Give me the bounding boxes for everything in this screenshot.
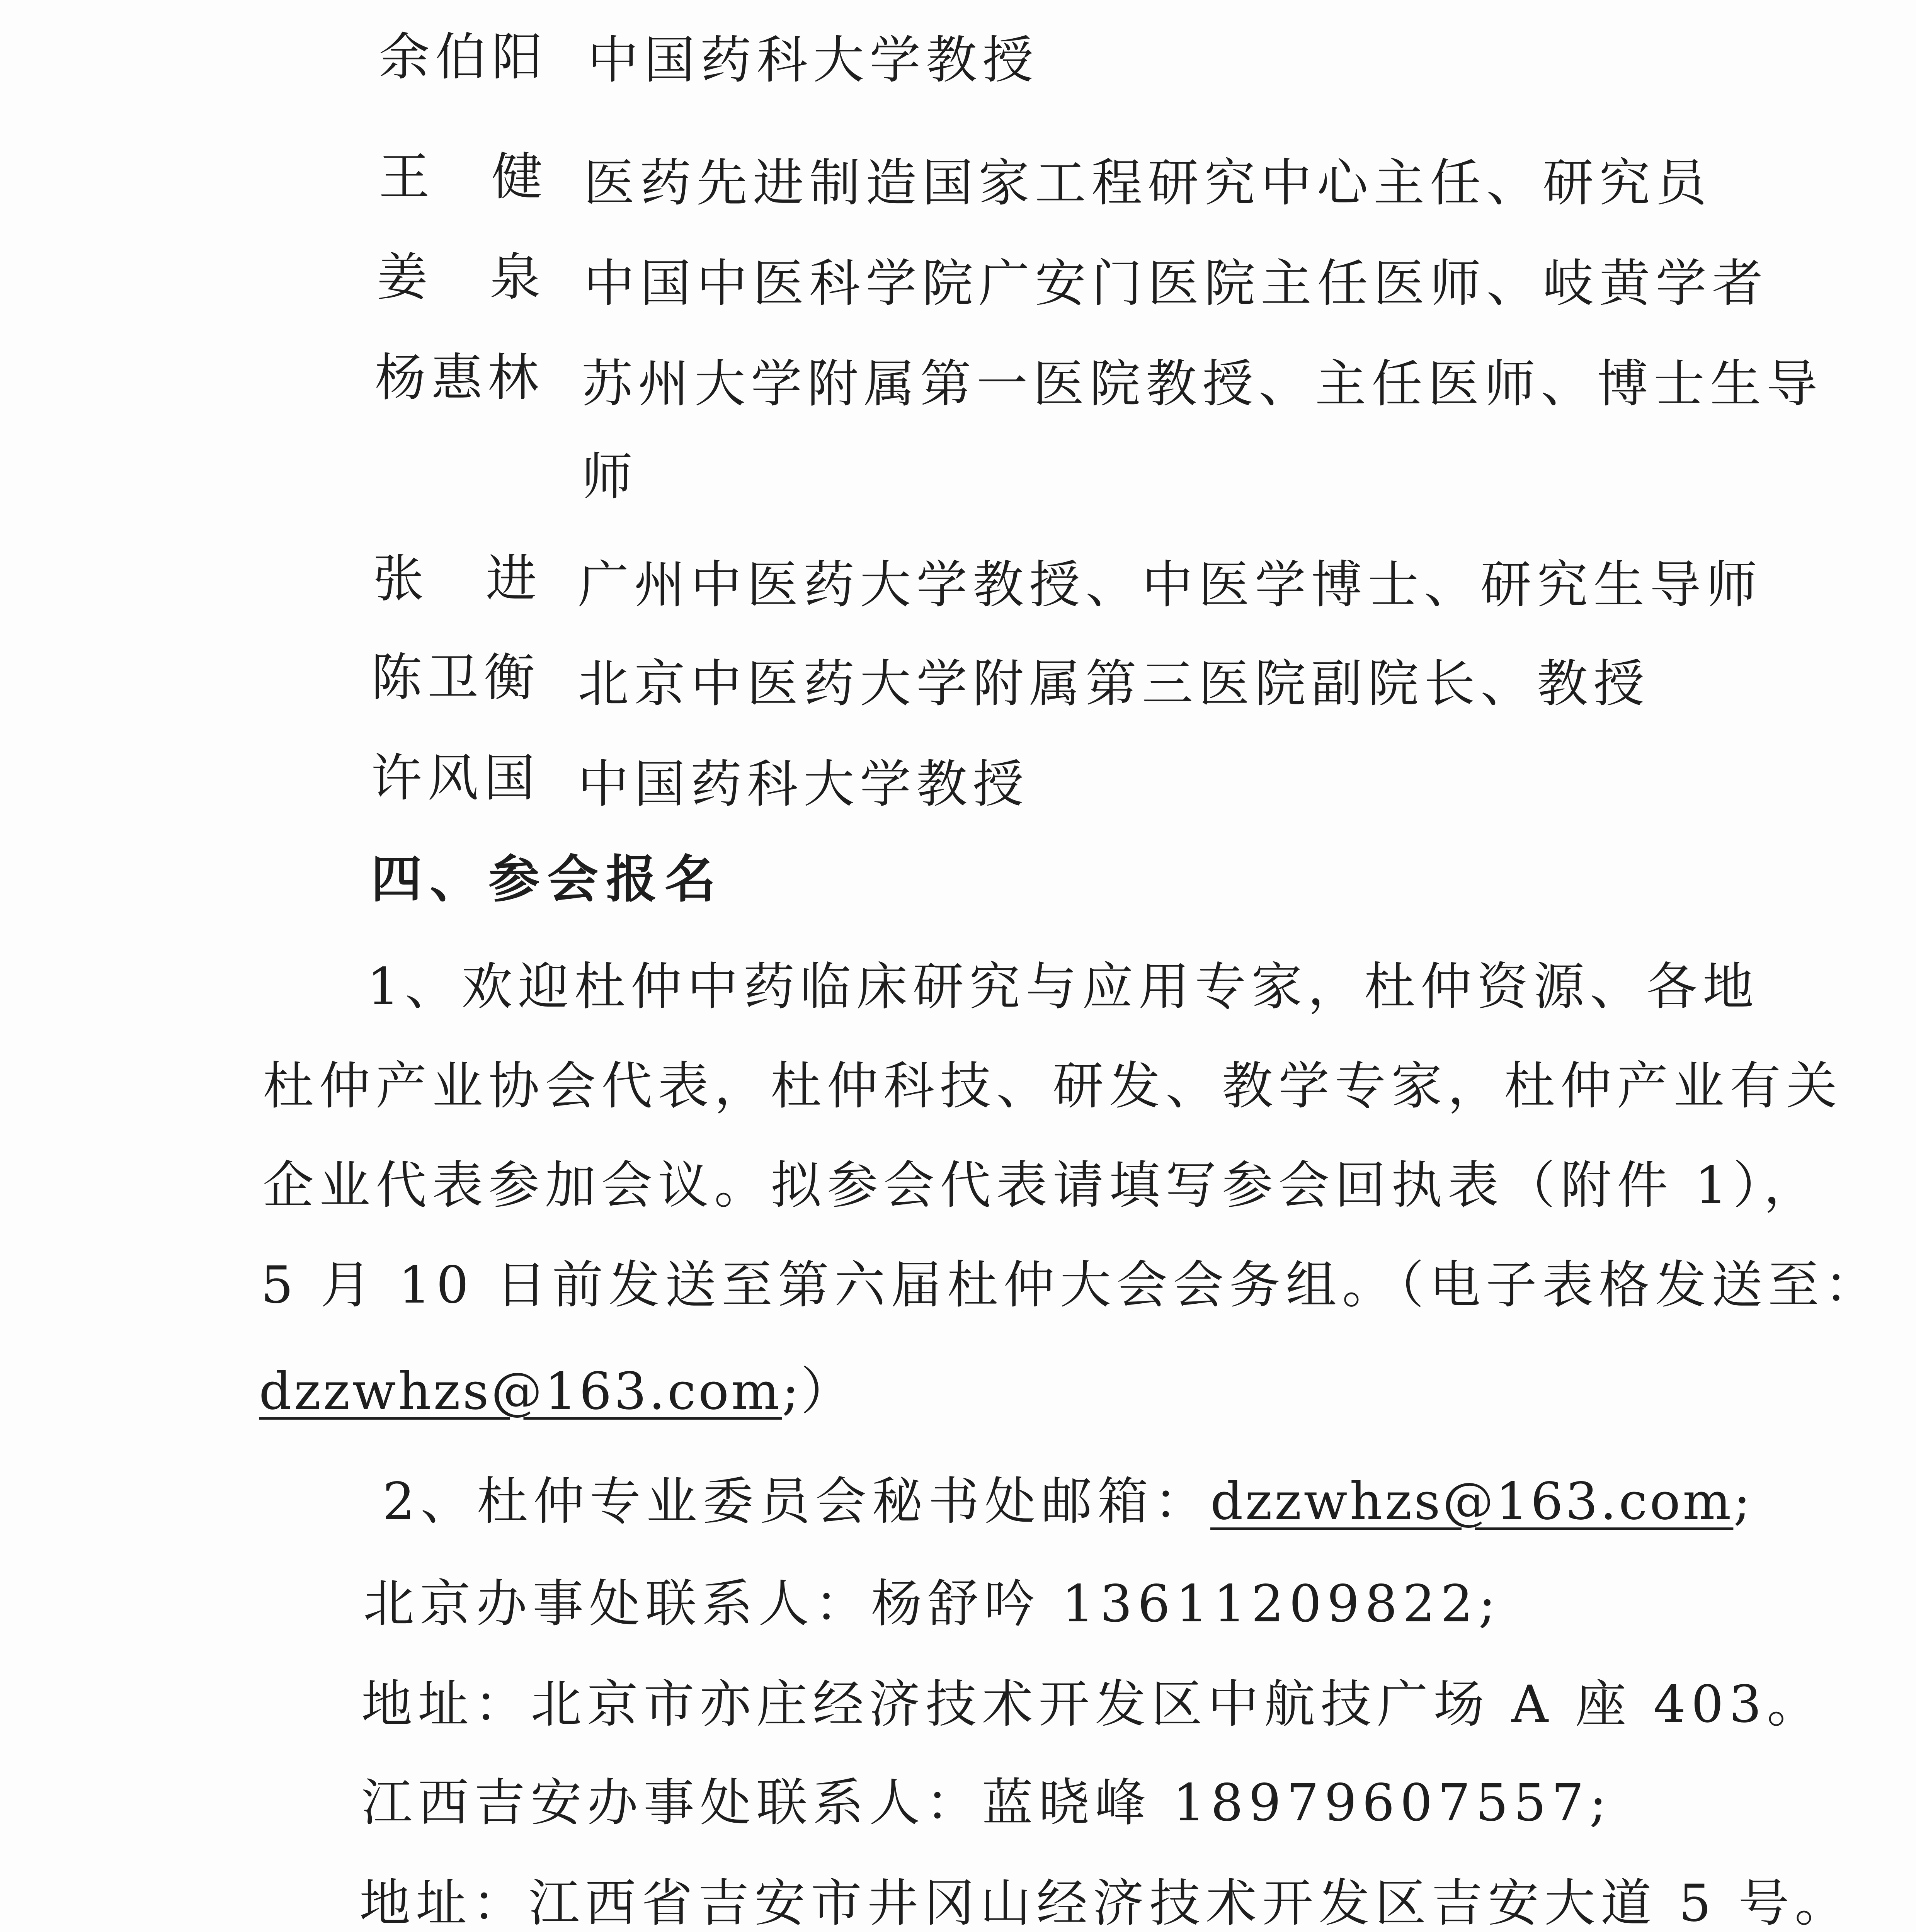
beijing-contact: 北京办事处联系人：杨舒吟 13611209822; (363, 1574, 1501, 1634)
member-name: 王 健 (379, 147, 548, 207)
member-title: 中国药科大学教授 (578, 755, 1029, 814)
paragraph-line: 杜仲产业协会代表，杜仲科技、研发、教学专家，杜仲产业有关 (263, 1056, 1843, 1116)
secretariat-email-link[interactable]: dzzwhzs@163.com (1210, 1472, 1734, 1531)
paragraph-line: 1、欢迎杜仲中药临床研究与应用专家，杜仲资源、各地 (367, 957, 1759, 1017)
member-name: 杨惠林 (375, 348, 544, 408)
secretariat-email-tail: ; (1733, 1472, 1752, 1531)
member-name: 许风国 (371, 748, 540, 808)
member-title-continued: 师 (582, 447, 638, 507)
paragraph-line: 5 月 10 日前发送至第六届杜仲大会会务组。（电子表格发送至： (261, 1255, 1881, 1315)
member-title: 苏州大学附属第一医院教授、主任医师、博士生导 (582, 354, 1823, 414)
member-title: 广州中医药大学教授、中医学博士、研究生导师 (578, 555, 1763, 615)
member-name: 陈卫衡 (371, 648, 540, 707)
email-line (259, 1362, 853, 1421)
member-title: 北京中医药大学附属第三医院副院长、教授 (578, 654, 1650, 714)
paragraph-line: 企业代表参加会议。拟参会代表请填写参会回执表（附件 1）， (263, 1156, 1820, 1215)
email-link[interactable]: dzzwhzs@163.com (259, 1362, 782, 1421)
secretariat-email-label: 2、杜仲专业委员会秘书处邮箱： (383, 1472, 1210, 1531)
section-heading-registration: 四、参会报名 (371, 850, 723, 909)
beijing-address: 地址：北京市亦庄经济技术开发区中航技广场 A 座 403。 (361, 1675, 1824, 1734)
member-name: 余伯阳 (379, 27, 548, 87)
member-title: 医药先进制造国家工程研究中心主任、研究员 (584, 153, 1712, 213)
member-title: 中国中医科学院广安门医院主任医师、岐黄学者 (584, 254, 1768, 313)
email-line-tail: ;） (782, 1362, 853, 1421)
jian-address: 地址：江西省吉安市井冈山经济技术开发区吉安大道 5 号。 (359, 1874, 1851, 1932)
member-title: 中国药科大学教授 (587, 31, 1039, 90)
jian-contact: 江西吉安办事处联系人：蓝晓峰 18979607557; (361, 1773, 1612, 1833)
member-name: 姜 泉 (377, 248, 546, 307)
secretariat-email-line (383, 1472, 1752, 1531)
member-name: 张 进 (373, 549, 542, 609)
